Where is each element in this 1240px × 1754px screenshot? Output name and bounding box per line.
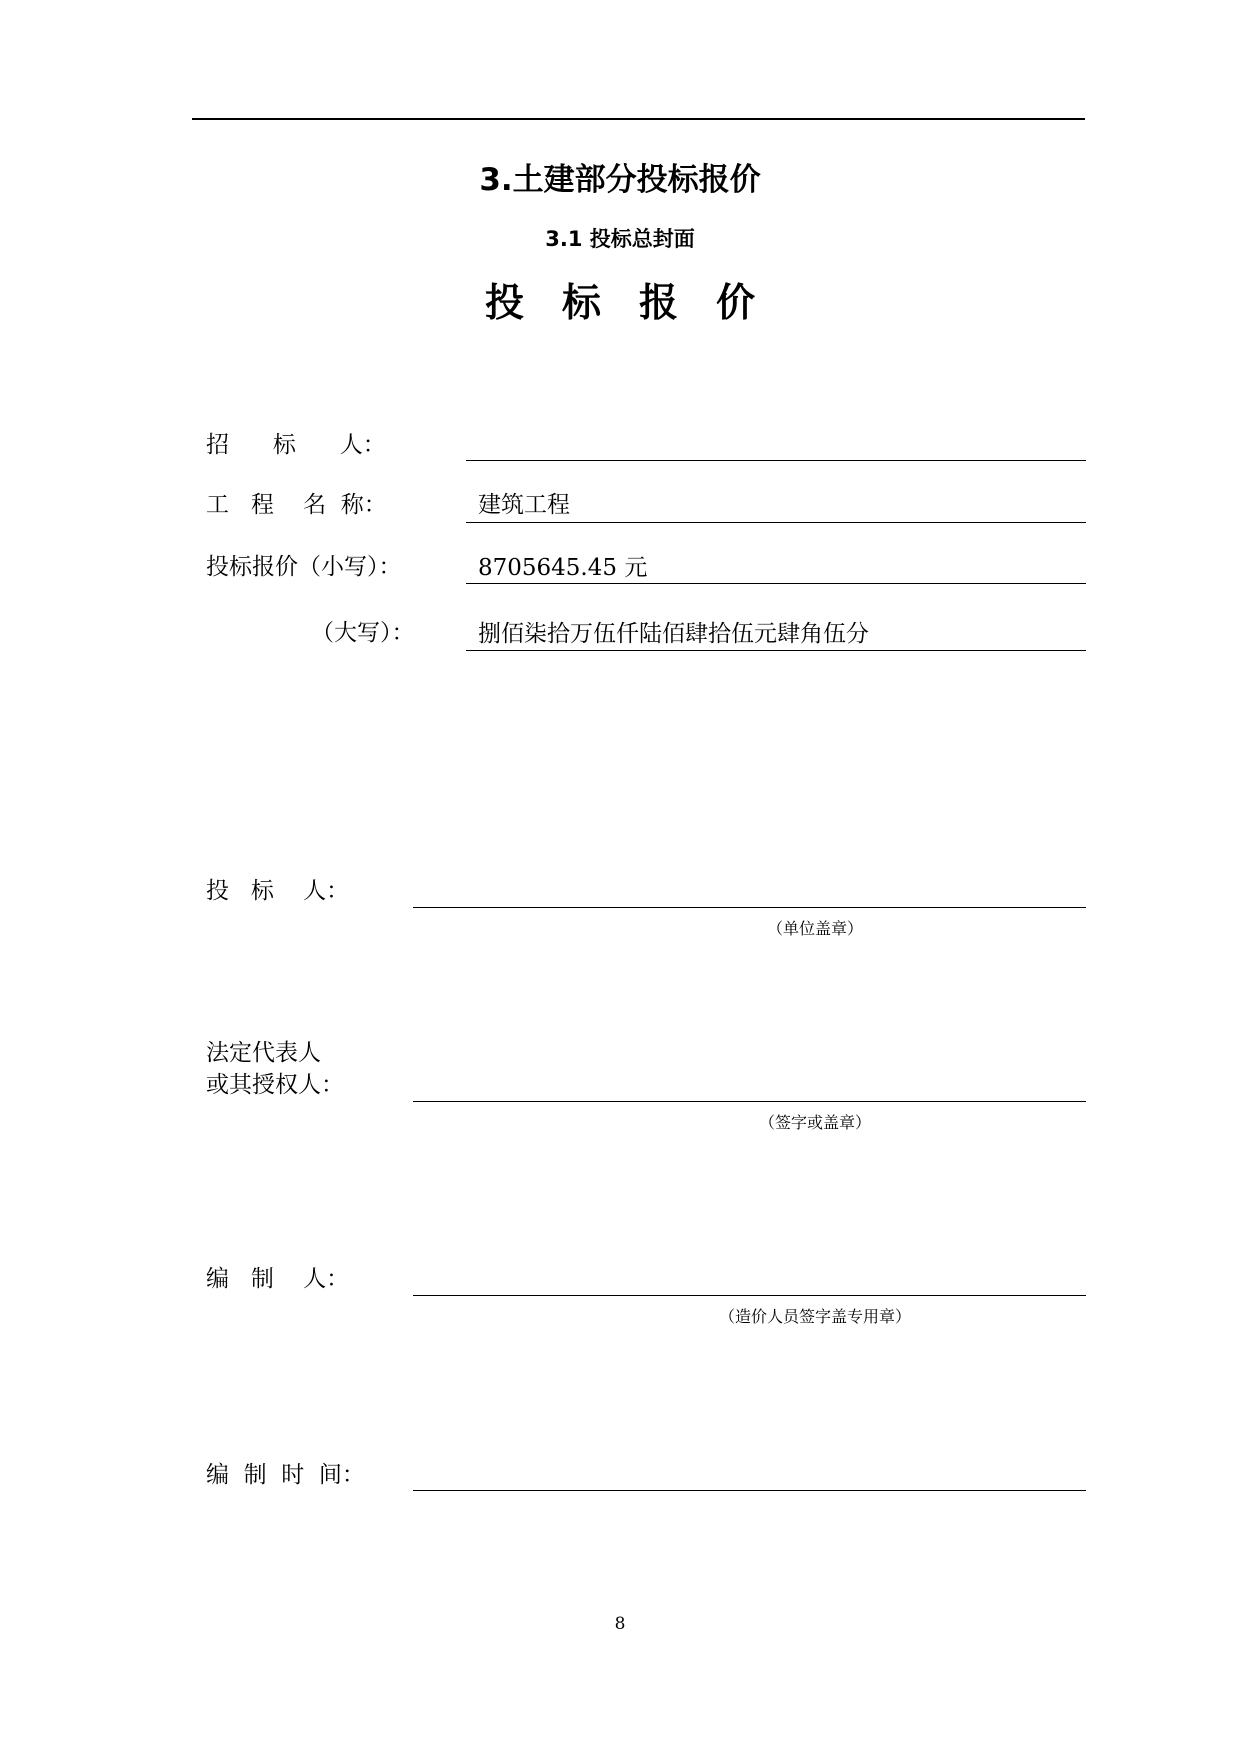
legal-rep-label-line1: 法定代表人	[206, 1040, 321, 1066]
bidder-line	[413, 907, 1086, 908]
sub-heading: 3.1 投标总封面	[545, 227, 695, 251]
header-rule	[192, 118, 1085, 120]
bidder-label: 投 标 人：	[206, 878, 350, 904]
bid-price-upper-line	[466, 650, 1086, 651]
project-name-line	[466, 522, 1086, 523]
tenderer-line	[466, 460, 1086, 461]
bid-price-upper-value: 捌佰柒拾万伍仟陆佰肆拾伍元肆角伍分	[478, 621, 869, 647]
compiler-line	[413, 1295, 1086, 1296]
section-heading: 3.土建部分投标报价	[479, 162, 761, 198]
legal-rep-label-line2: 或其授权人：	[206, 1072, 344, 1098]
legal-rep-note: （签字或盖章）	[758, 1113, 871, 1132]
page-number: 8	[614, 1614, 626, 1634]
project-name-value: 建筑工程	[478, 492, 570, 518]
main-title: 投标报价	[484, 281, 793, 326]
bid-price-lower-label: 投标报价（小写）：	[206, 554, 402, 580]
bid-price-upper-label: （大写）：	[311, 620, 415, 646]
compile-date-label: 编 制 时 间：	[206, 1462, 365, 1488]
compile-date-line	[413, 1490, 1086, 1491]
compiler-note: （造价人员签字盖专用章）	[718, 1307, 911, 1326]
compiler-label: 编 制 人：	[206, 1266, 350, 1292]
tenderer-label: 招 标 人：	[206, 432, 386, 458]
bidder-note: （单位盖章）	[766, 919, 863, 938]
bid-price-lower-line	[466, 583, 1086, 584]
project-name-label: 工 程 名 称：	[206, 492, 387, 518]
bid-price-lower-value: 8705645.45 元	[478, 555, 648, 581]
legal-rep-line	[413, 1101, 1086, 1102]
